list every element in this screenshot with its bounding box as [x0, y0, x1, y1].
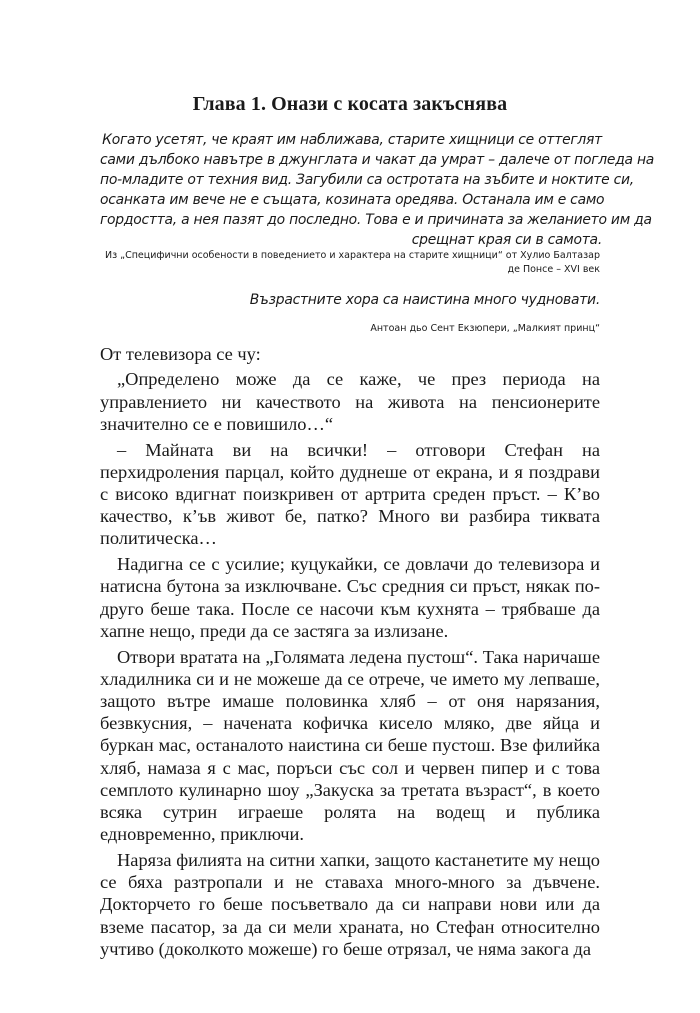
chapter-body — [100, 343, 600, 964]
body-paragraph: Отвори вратата на „Голямата ледена пустош“. Така наричаше хладилника си и не можеше да се отрече, че името му лепваше, защото вътре имаше половинка хляб – от оня нарязания, безвкусния, – начената кофичка кисело мляко, две яйца и буркан мас, останалото наистина си беше пустош. Взе филийка хляб, намаза я с мас, поръси със сол и червен пипер и с това семплото кулинарно шоу „Закуска за третата възраст“, в което всяка сутрин играеше ролята на водещ и публика едновременно, приключи. — [100, 646, 600, 845]
second-epigraph-quote: Възрастните хора са наистина много чудновати. — [249, 292, 600, 308]
body-paragraph: „Определено може да се каже, че през периода на управлението ни качеството на живота на пенсионерите значително се е повишило…“ — [100, 369, 600, 434]
second-epigraph-attribution: Антоан дьо Сент Екзюпери, „Малкият принц“ — [370, 323, 600, 334]
epigraph-line: срещнат края си в самота. — [411, 232, 602, 249]
epigraph-line: сами дълбоко навътре в джунглата и чакат да умрат – далече от погледа на — [100, 152, 655, 169]
body-paragraph: Наряза филията на ситни хапки, защото кастанетите му нещо се бяха разтропали и не ставаха много-много за дъвчене. Докторчето го беше посъветвало да си направи нови или да вземе пасатор, за да си мели храната, но Стефан относително учтиво (доколкото можеше) го беше отрязал, че няма закога да — [100, 850, 600, 959]
body-paragraph: – Майната ви на всички! – отговори Стефан на перхидроления парцал, който дуднеше от екрана, и я поздрави с високо вдигнат поизкривен от артрита среден пръст. – К’во качество, к’ъв живот бе, патко? Много ви разбира тиквата политическа… — [100, 439, 600, 549]
epigraph-attribution-continued: де Понсе – XVI век — [507, 264, 600, 275]
chapter-title: Глава 1. Онази с косата закъснява — [192, 93, 508, 115]
body-paragraph: От телевизора се чу: — [100, 344, 261, 364]
epigraph-line: осанката им вече не е същата, козината оредява. Останала им е само — [100, 192, 605, 209]
epigraph-quote — [100, 130, 655, 251]
epigraph-line: по-младите от техния вид. Загубили са остротата на зъбите и ноктите си, — [100, 172, 634, 189]
body-paragraph: Надигна се с усилие; куцукайки, се довлачи до телевизора и натисна бутона за изключване. Със средния си пръст, някак по-друго беше така. После се насочи към кухнята – трябваше да хапне нещо, преди да се застяга за излизане. — [100, 554, 600, 641]
epigraph-line: гордостта, а нея пазят до последно. Това е и причината за желанието им да — [100, 212, 652, 229]
epigraph-attribution: Из „Специфични особености в поведението и характера на старите хищници“ от Хулио Балтазар — [104, 250, 600, 261]
epigraph-line: Когато усетят, че краят им наближава, старите хищници се оттеглят — [102, 132, 602, 148]
